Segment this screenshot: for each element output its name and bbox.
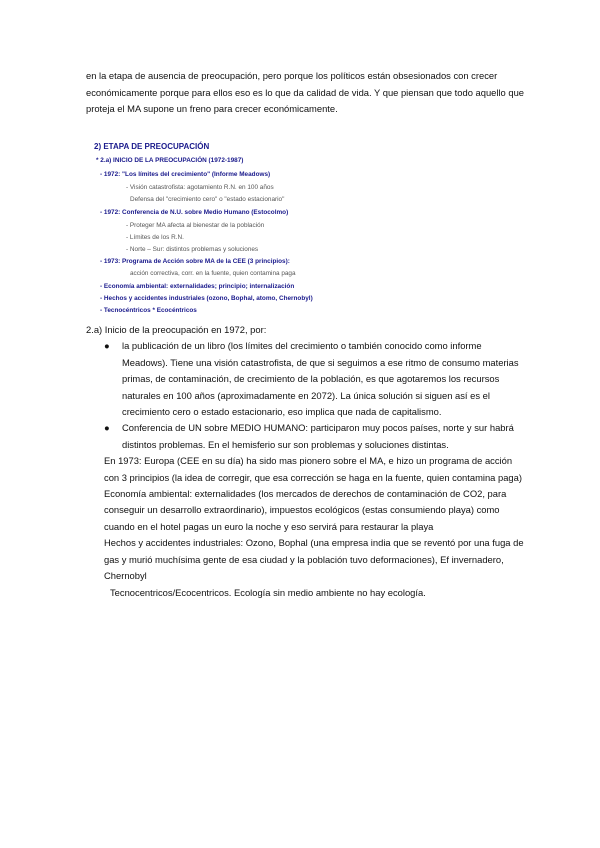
list-item (86, 338, 526, 420)
bullet-icon: ● (104, 340, 110, 352)
bullet-icon: ● (104, 422, 110, 434)
paragraph-economia: Economía ambiental: externalidades (los mercados de derechos de contaminación de CO2, para conseguir un desarrollo extraordinario), impuestos ecológicos (estas consumiendo playa) como cuando en el hotel pagas un euro la noche y eso servirá para restaurar la playa (104, 488, 507, 532)
list-item-text: Conferencia de UN sobre MEDIO HUMANO: participaron muy pocos países, norte y sur habrá distintos problemas. En el hemisferio sur son problemas y soluciones distintas. (122, 422, 514, 450)
slide-line: - Tecnocéntricos * Ecocéntricos (100, 307, 197, 314)
bullet-list (86, 338, 526, 453)
list-item (86, 420, 526, 453)
slide-line: - Hechos y accidentes industriales (ozono, Bophal, atomo, Chernobyl) (100, 295, 313, 302)
slide-line: Defensa del "crecimiento cero" o "estado estacionario" (130, 196, 285, 203)
body-text (86, 322, 526, 601)
slide-line: - 1972: "Los límites del crecimiento" (Informe Meadows) (100, 171, 271, 178)
slide-title: 2) ETAPA DE PREOCUPACIÓN (94, 142, 210, 151)
slide-line: - 1972: Conferencia de N.U. sobre Medio Humano (Estocolmo) (100, 209, 289, 216)
slide-line: * 2.a) INICIO DE LA PREOCUPACIÓN (1972-1987) (96, 157, 244, 164)
paragraph-1973: En 1973: Europa (CEE en su día) ha sido mas pionero sobre el MA, e hizo un programa de acción con 3 principios (la idea de corregir, que esa corrección se haga en la fuente, quien contamina paga) (104, 455, 522, 483)
slide-line: - Norte – Sur: distintos problemas y soluciones (126, 246, 259, 253)
slide-line: - 1973: Programa de Acción sobre MA de la CEE (3 principios): (100, 258, 290, 265)
list-item-text: la publicación de un libro (los límites del crecimiento o también conocido como informe Meadows). Tiene una visión catastrofista, de que si seguimos a ese ritmo de consumo materias primas, de contaminación, de crecimiento de la población, es que agotaremos los recursos naturales en 100 años (aproximadamente en 2072). La única solución si siguen así es el crecimiento cero o estado estacionario, eso implica que nada de capitalismo. (122, 340, 519, 418)
slide-line: - Visión catastrofista: agotamiento R.N. en 100 años (126, 184, 274, 191)
slide-line: - Proteger MA afecta al bienestar de la población (126, 222, 265, 229)
intro-text: en la etapa de ausencia de preocupación, pero porque los políticos están obsesionados con crecer económicamente porque para ellos eso es lo que da calidad de vida. Y que piensan que todo aquello que proteja el MA supone un freno para crecer económicamente. (86, 70, 524, 114)
intro-paragraph (86, 68, 526, 118)
paragraph-hechos: Hechos y accidentes industriales: Ozono, Bophal (una empresa india que se reventó por una fuga de gas y murió muchísima gente de esa ciudad y la población tuvo deformaciones), Ef invernadero, Chernobyl (104, 537, 524, 582)
slide-line: acción correctiva, corr. en la fuente, quien contamina paga (130, 270, 296, 277)
paragraph-tecno: Tecnocentricos/Ecocentricos. Ecología sin medio ambiente no hay ecología. (110, 586, 426, 598)
slide-line: - Economía ambiental: externalidades; principio; internalización (100, 283, 295, 290)
section-heading: 2.a) Inicio de la preocupación en 1972, por: (86, 324, 267, 335)
slide-line: - Límites de los R.N. (126, 234, 184, 241)
slide-image (86, 140, 356, 318)
